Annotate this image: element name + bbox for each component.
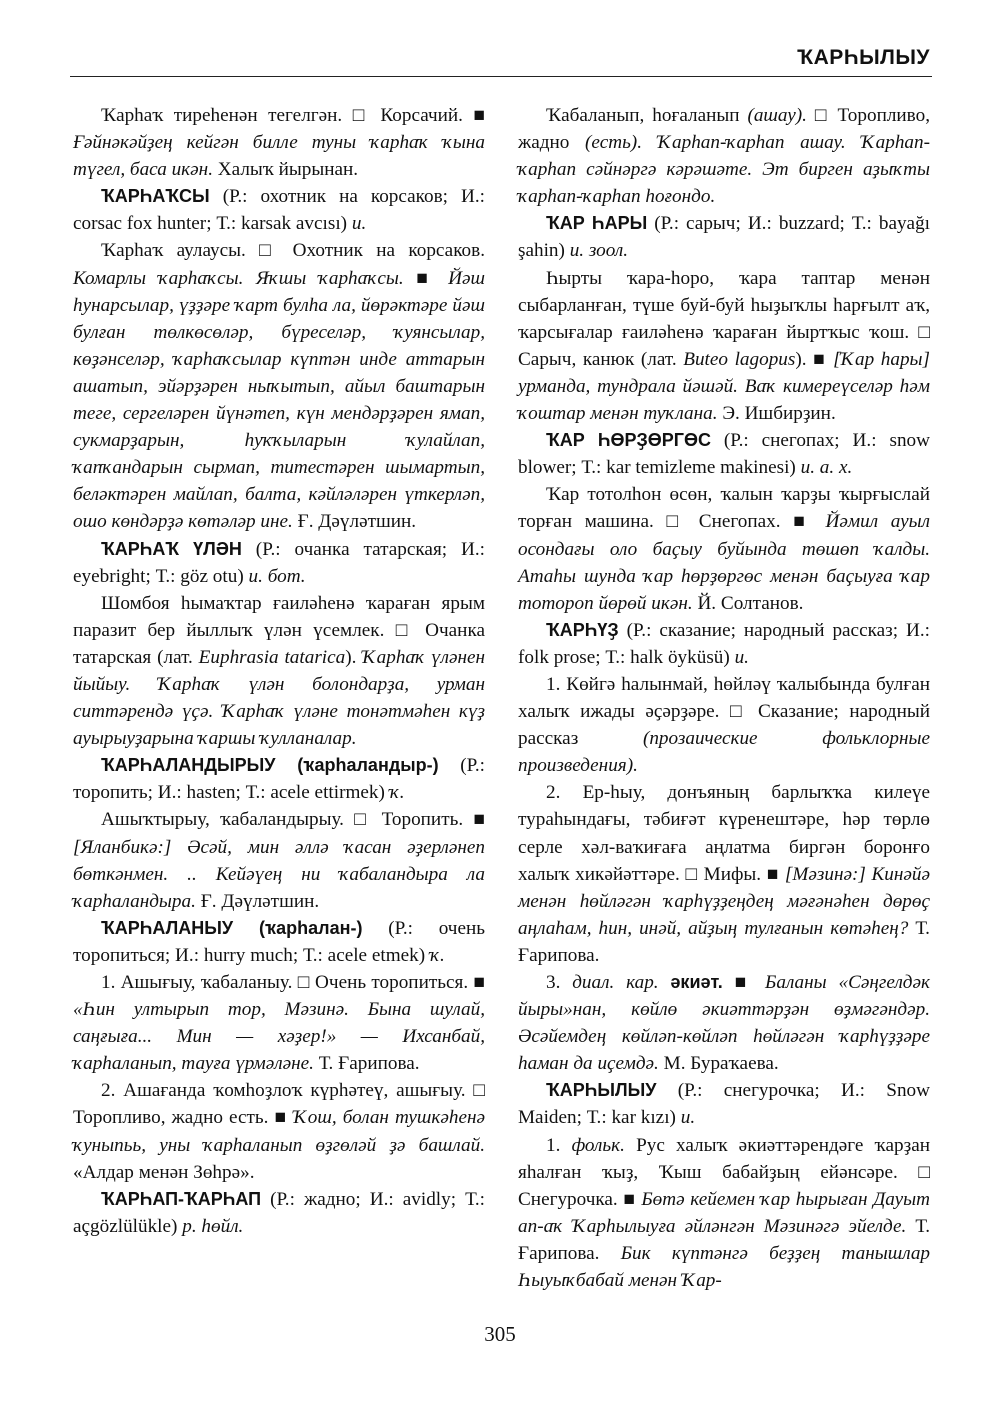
text: ■ (403, 267, 449, 289)
text: 2. Ер-һыу, донъяның барлыҡҡа килеүе тураһындағы, тәбиғәт күренештәре, һәр төрлө серле хәл-ваҡиғаға аңлатма биргән боронғо халыҡ хикәйәттәре. □ Мифы. ■ (518, 782, 930, 885)
text: □ Торопливо, жадно (518, 105, 930, 154)
example-text: Бөтә кейемен ҡар һырыған Дауыт ап-аҡ Ҡарһылыуға әйләнгән Мәзинәгә эйелде. (518, 1188, 930, 1237)
entry-paragraph (73, 590, 485, 753)
translations: (Р.: снегопах; И.: snow blower; Т.: kar temizleme makinesi) (518, 430, 930, 479)
dictionary-entry (73, 183, 485, 237)
dictionary-entry (73, 536, 485, 590)
dictionary-entry (73, 1186, 485, 1240)
headword: ҠАРҺАП-ҠАРҺАП (101, 1188, 262, 1209)
headword: ҠАРҺАҠСЫ (101, 186, 210, 207)
dictionary-entry (518, 210, 930, 264)
entry-paragraph (518, 1132, 930, 1295)
part-of-speech: и. а. х. (800, 457, 853, 479)
text (659, 972, 671, 993)
text: ). (345, 646, 363, 668)
example-text: Ҡош, болан тушкәһенә ҡуныпьь, уны ҡарһаланып өҙгөләй ҙә башлай. (73, 1107, 485, 1156)
text: Ашыҡтырыу, ҡабаландырыу. □ Торопить. ■ (101, 809, 485, 831)
source: Т. Ғарипова. (313, 1053, 420, 1075)
source: Т. Ғарипова. (518, 1215, 930, 1264)
entry-paragraph (73, 1077, 485, 1185)
part-of-speech: и. (351, 213, 367, 235)
left-column (73, 102, 485, 1240)
part-of-speech: и. бот. (248, 565, 306, 587)
entry-paragraph (518, 102, 930, 210)
part-of-speech: р. һөйл. (182, 1215, 244, 1237)
source: Э. Ишбирҙин. (717, 403, 836, 425)
part-of-speech: ҡ. (429, 944, 445, 966)
example-text: Йәш һунарсылар, үҙҙәре ҡарт булһа ла, йөрәктәре йәш булған төлкөсөләр, бүреселәр, ҡуянсылар, көҙәнселәр, ҡарһаҡсылар күптән инде аттарын ашатып, эйәрҙәрен ныҡытып, айыл баштарын теге, сергеләрен йүнәтеп, күн мендәрҙәрен ямап, сукмарҙарын, һуҡҡыларын ҡулайлап, ҡапҡандарын сырмап, титестәрен шымартып, беләктәрен майлап, балта, кәйләләрен үткерләп, ошо көндәрҙә көтәләр ине. (73, 267, 486, 533)
headword: ҠАРҺАЛАНДЫРЫУ (ҡарһаландыр-) (101, 755, 439, 776)
part-of-speech: ҡ. (389, 782, 405, 804)
source: Ғ. Дәүләтшин. (195, 890, 320, 912)
translations: (Р.: жадно; И.: avidly; Т.: açgözlülükle) (73, 1188, 485, 1237)
example-text: Бик күптәнгә беҙҙең танышлар Һыуыҡбабай менән Ҡар- (518, 1242, 931, 1292)
headword: ҠАРҺАҠ ҮЛӘН (101, 538, 242, 559)
headword: ҠАРҺЫЛЫУ (546, 1080, 657, 1101)
text: Һырты ҡара-һоро, ҡара таптар менән сыбарланған, түше буй-буй һыҙыҡлы һарғылт аҡ, ҡарсығалар ғаиләһенә ҡараған йыртҡыс ҡош. □ Сарыч, канюк (лат. (518, 267, 930, 370)
text: 1. Ашығыу, ҡабаланыу. □ Очень торопиться. ■ (101, 972, 485, 993)
source: «Алдар менән Зөһрә». (73, 1161, 255, 1183)
header-rule (70, 76, 932, 77)
part-of-speech: и. (680, 1107, 696, 1129)
text: ■ (722, 972, 766, 993)
part-of-speech: и. зоол. (569, 240, 628, 262)
text: 1. Көйгә һалынмай, һөйләү ҡалыбында булған халыҡ ижады әҫәрҙәре. □ Сказание; народный рассказ (518, 673, 930, 750)
text: Халыҡ йырынан. (213, 159, 359, 181)
text: 2. Ашағанда ҡомһоҙлоҡ күрһәтеү, ашығыу. □ Торопливо, жадно есть. ■ (73, 1080, 485, 1129)
part-of-speech: и. (734, 646, 749, 668)
example-text: Ғәйнәкәйҙең кейгән билле туны ҡарһаҡ ҡына түгел, баса икән. (73, 132, 485, 181)
example-text: [Ҡар һары] урманда, тундрала йәшәй. Ваҡ кимереүселәр һәм ҡоштар менән туҡлана. (518, 348, 930, 425)
text: Шомбоя һымаҡтар ғаиләһенә ҡараған ярым паразит бер йыллыҡ үлән үсемлек. □ Очанка татарская (лат. (73, 592, 485, 668)
entry-paragraph (73, 806, 485, 914)
entry-paragraph (518, 779, 930, 969)
entry-paragraph (518, 969, 930, 1077)
entry-paragraph (518, 481, 930, 616)
example-text: [Мәзинә:] Кинәйә менән һөйләгән ҡарһүҙҙеңдең мәғәнәһен дөрөҫ аңлаһам, һин, инәй, айҙың тулғанын көтәһең? (518, 863, 930, 939)
example-text: Йәмил ауыл осондағы оло баҫыу буйында төшөп ҡалды. Атаһы шунда ҡар һөрҙөргөс менән баҫыуға ҡар тотороп йөрөй икән. (518, 511, 930, 614)
headword: ҠАРҺАЛАНЫУ (ҡарһалан-) (101, 917, 363, 938)
right-column (518, 102, 930, 1294)
text: Рус халыҡ әкиәттәрендәге ҡарҙан яһалған ҡыҙ, Ҡыш бабайҙың ейәнсәре. □ Снегурочка. ■ (518, 1134, 931, 1210)
page-number: 305 (484, 1322, 516, 1346)
example-text: (есть). Ҡарһап-ҡарһап ашау. Ҡарһап-ҡарһап сәйнәргә кәрәшәте. Эт бирген аҙыҡты ҡарһап-ҡарһап һоғондо. (518, 132, 930, 208)
latin-name: Buteo lagopus (683, 348, 796, 370)
translations: (Р.: сарыч; И.: buzzard; Т.: bayağı şahin) (518, 213, 930, 262)
example-text: (прозаические фольклорные произведения). (518, 728, 930, 777)
entry-paragraph (73, 969, 485, 1077)
headword: ҠАР ҺАРЫ (546, 213, 648, 234)
headword: ҠАР ҺӨРҘӨРГӨС (546, 430, 711, 451)
text: Ҡарһаҡ аулаусы. □ Охотник на корсаков. (101, 240, 485, 262)
translations: (Р.: очанка татарская; И.: eyebright; Т.: göz otu) (73, 538, 485, 587)
headword: ҠАРҺҮҘ (546, 619, 619, 640)
dictionary-entry (518, 617, 930, 671)
dictionary-entry (73, 915, 485, 969)
cross-reference: әкиәт. (670, 972, 723, 992)
text: Ҡарһаҡ тиреһенән тегелгән. □ Корсачий. ■ (101, 105, 485, 126)
source: Й. Солтанов. (692, 592, 804, 614)
label-text: диал. кар. (572, 972, 659, 993)
text: Ҡабаланып, һоғаланып (546, 105, 748, 126)
example-text: Баланы «Сәңгелдәк йыры»нан, көйлө әкиәттәрҙән өҙмәгәндәр. Әсәйемдең көйләп-көйләп һөйләгән ҡарһүҙҙәре һаман да иҫемдә. (518, 972, 931, 1075)
example-text: (ашау). (747, 105, 807, 126)
entry-paragraph (73, 237, 485, 535)
translations: (Р.: очень торопиться; И.: hurry much; Т.: acele etmek) (73, 917, 485, 966)
translations: (Р.: сказание; народный рассказ; И.: folk prose; Т.: halk öyküsü) (518, 619, 930, 668)
text: ). ■ (795, 348, 834, 370)
text: 3. (546, 972, 573, 993)
entry-paragraph (73, 102, 485, 183)
example-text: Ҡарһаҡ үләнен йыйыу. Ҡарһаҡ үлән болондарҙа, урман ситтәрендә үҫә. Ҡарһаҡ үләне тонәтмәһен күҙ ауырыуҙарына ҡаршы ҡулланалар. (73, 646, 486, 750)
dictionary-entry (73, 752, 485, 806)
source: Т. Ғарипова. (518, 917, 930, 966)
example-text: Комарлы ҡарһаҡсы. Яҡшы ҡарһаҡсы. (73, 267, 404, 289)
text: Ҡар тотолһон өсөн, ҡалын ҡарҙы ҡырғыслай торған машина. □ Снегопах. ■ (518, 484, 930, 533)
source: М. Бураҡаева. (658, 1053, 779, 1075)
latin-name: Euphrasia tatarica (198, 646, 346, 668)
translations: (Р.: охотник на корсаков; И.: corsac fox hunter; Т.: karsak avcısı) (73, 186, 485, 235)
example-text: «Һин ултырып тор, Мәзинә. Бына шулай, саңғыға... Мин — хәҙер!» — Ихсанбай, ҡарһаланып, тауға үрмәләне. (73, 999, 485, 1075)
entry-paragraph (518, 265, 930, 428)
translations: (Р.: торопить; И.: hasten; Т.: acele ettirmek) (73, 755, 485, 804)
entry-paragraph (518, 671, 930, 779)
dictionary-entry (518, 1077, 930, 1131)
translations: (Р.: снегурочка; И.: Snow Maiden; Т.: kar kızı) (518, 1080, 930, 1129)
running-head: ҠАРҺЫЛЫУ (797, 46, 930, 69)
text: 1. (546, 1134, 572, 1156)
example-text: [Яланбикә:] Әсәй, мин әллә ҡасан әҙерләнеп бөткәнмен. .. Кейәүең ни ҡабаландыра ла ҡарһаландыра. (73, 836, 485, 912)
source: Ғ. Дәүләтшин. (292, 511, 417, 533)
label-text: фольк. (571, 1134, 625, 1156)
dictionary-entry (518, 427, 930, 481)
